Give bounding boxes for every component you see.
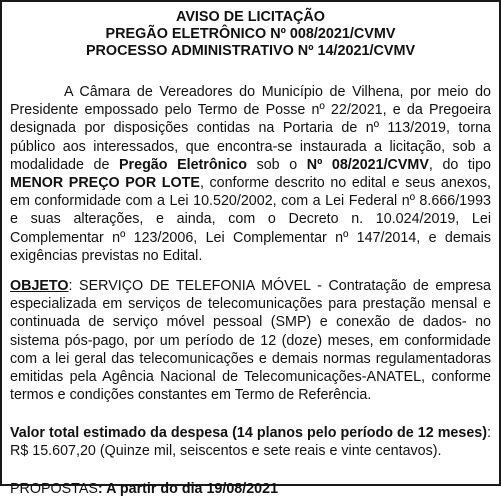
valor-paragraph xyxy=(10,424,491,460)
process-number: PROCESSO ADMINISTRATIVO Nº 14/2021/CVMV xyxy=(85,43,416,59)
valor-label: Valor total estimado da despesa (14 planos pelo período de 12 meses) xyxy=(10,425,488,441)
propostas-paragraph xyxy=(10,480,278,498)
intro-text-a: A Câmara de Vereadores do Município de Vilhena, por meio do Presidente empossado pelo Termo de Posse nº 22/2021, e da Pregoeira designada por disposições contidas na Portaria de nº 113/2019, torna público aos interessados, que encontra-se instaurada a licitação, sob a modalidade de xyxy=(10,84,491,173)
numero-bold: Nº 08/2021/CVMV xyxy=(306,156,429,173)
objeto-text: : SERVIÇO DE TELEFONIA MÓVEL - Contratação de empresa especializada em serviços de telecomunicações para prestação mensal e continuada de serviço móvel pessoal (SMP) e conexão de dados- no sistema pós-pago, por um período de 12 (doze) meses, em conformidade com a lei geral das telecomunicações e demais normas regulamentadoras emitidas pela Agência Nacional de Telecomunicações-ANATEL, conforme termos e condições constantes em Termo de Referência. xyxy=(10,278,491,404)
modalidade-bold: Pregão Eletrônico xyxy=(119,156,247,173)
intro-text-b: sob o xyxy=(246,156,307,173)
pregao-number: PREGÃO ELETRÔNICO Nº 008/2021/CVMV xyxy=(105,26,396,42)
intro-paragraph xyxy=(10,83,491,265)
objeto-paragraph xyxy=(10,277,491,404)
notice-title: AVISO DE LICITAÇÃO xyxy=(176,9,325,25)
intro-text-c: , do tipo xyxy=(428,156,491,173)
propostas-text: : A partir do dia 19/08/2021 xyxy=(97,481,279,497)
tipo-bold: MENOR PREÇO POR LOTE xyxy=(10,175,200,192)
intro-text-d: , conforme descrito no edital e seus anexos, em conformidade com a Lei 10.520/2002, com a Lei Federal nº 8.666/1993 e suas alterações, e ainda, com o Decreto n. 10.024/2019, Lei Complementar nº 123/2006, Lei Complementar nº 147/2014, e demais exigências previstas no Edital. xyxy=(10,175,491,264)
propostas-label: PROPOSTAS xyxy=(10,481,98,497)
notice-header xyxy=(2,2,499,60)
valor-text: : R$ 15.607,20 (Quinze mil, seiscentos e sete reais e vinte centavos). xyxy=(10,425,491,460)
objeto-label: OBJETO xyxy=(10,278,69,294)
